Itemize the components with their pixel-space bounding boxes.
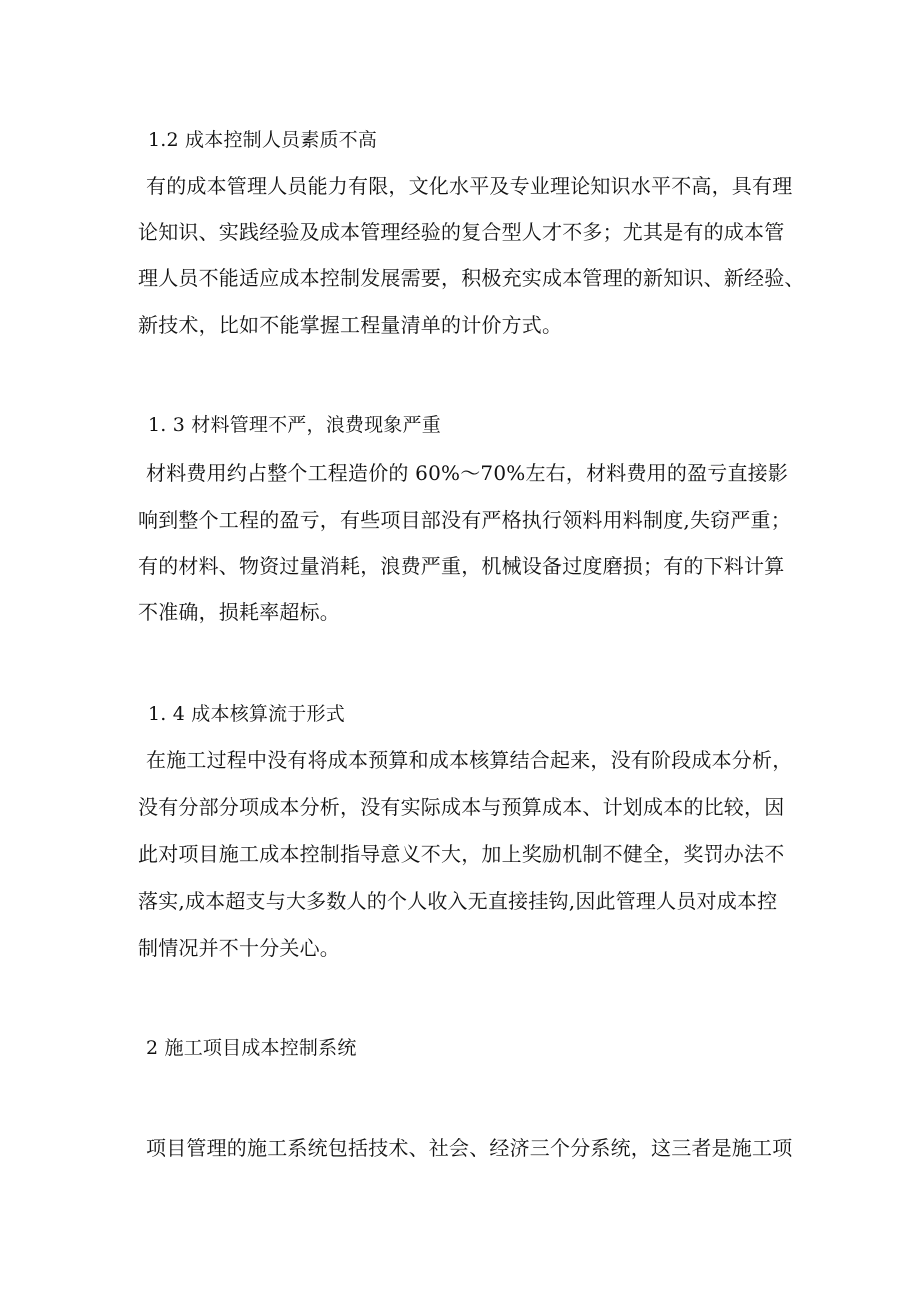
paragraph-line: 新技术，比如不能掌握工程量清单的计价方式。 [138,313,563,337]
paragraph-line: 响到整个工程的盈亏，有些项目部没有严格执行领料用料制度,失窃严重； [138,508,791,532]
paragraph-line: 制情况并不十分关心。 [138,936,340,960]
section-heading: 1. 4 成本核算流于形式 [148,703,345,725]
section-heading: 1. 3 材料管理不严，浪费现象严重 [148,414,441,436]
paragraph-line: 材料费用约占整个工程造价的 60%～70%左右，材料费用的盈亏直接影 [146,461,789,485]
paragraph-line: 落实,成本超支与大多数人的个人收入无直接挂钩,因此管理人员对成本控 [138,889,778,913]
paragraph-line: 不准确，损耗率超标。 [138,600,340,624]
paragraph-line: 有的成本管理人员能力有限，文化水平及专业理论知识水平不高，具有理 [146,174,793,198]
paragraph-line: 此对项目施工成本控制指导意义不大，加上奖励机制不健全，奖罚办法不 [138,842,785,866]
section-heading: 1.2 成本控制人员素质不高 [148,129,378,151]
paragraph-line: 项目管理的施工系统包括技术、社会、经济三个分系统，这三者是施工项 [146,1136,793,1160]
paragraph-line: 在施工过程中没有将成本预算和成本核算结合起来，没有阶段成本分析， [146,748,793,772]
section-heading: 2 施工项目成本控制系统 [146,1037,357,1059]
paragraph-line: 理人员不能适应成本控制发展需要，积极充实成本管理的新知识、新经验、 [138,266,805,290]
paragraph-line: 有的材料、物资过量消耗，浪费严重，机械设备过度磨损；有的下料计算 [138,554,785,578]
paragraph-line: 论知识、实践经验及成本管理经验的复合型人才不多；尤其是有的成本管 [138,220,785,244]
paragraph-line: 没有分部分项成本分析，没有实际成本与预算成本、计划成本的比较，因 [138,795,785,819]
